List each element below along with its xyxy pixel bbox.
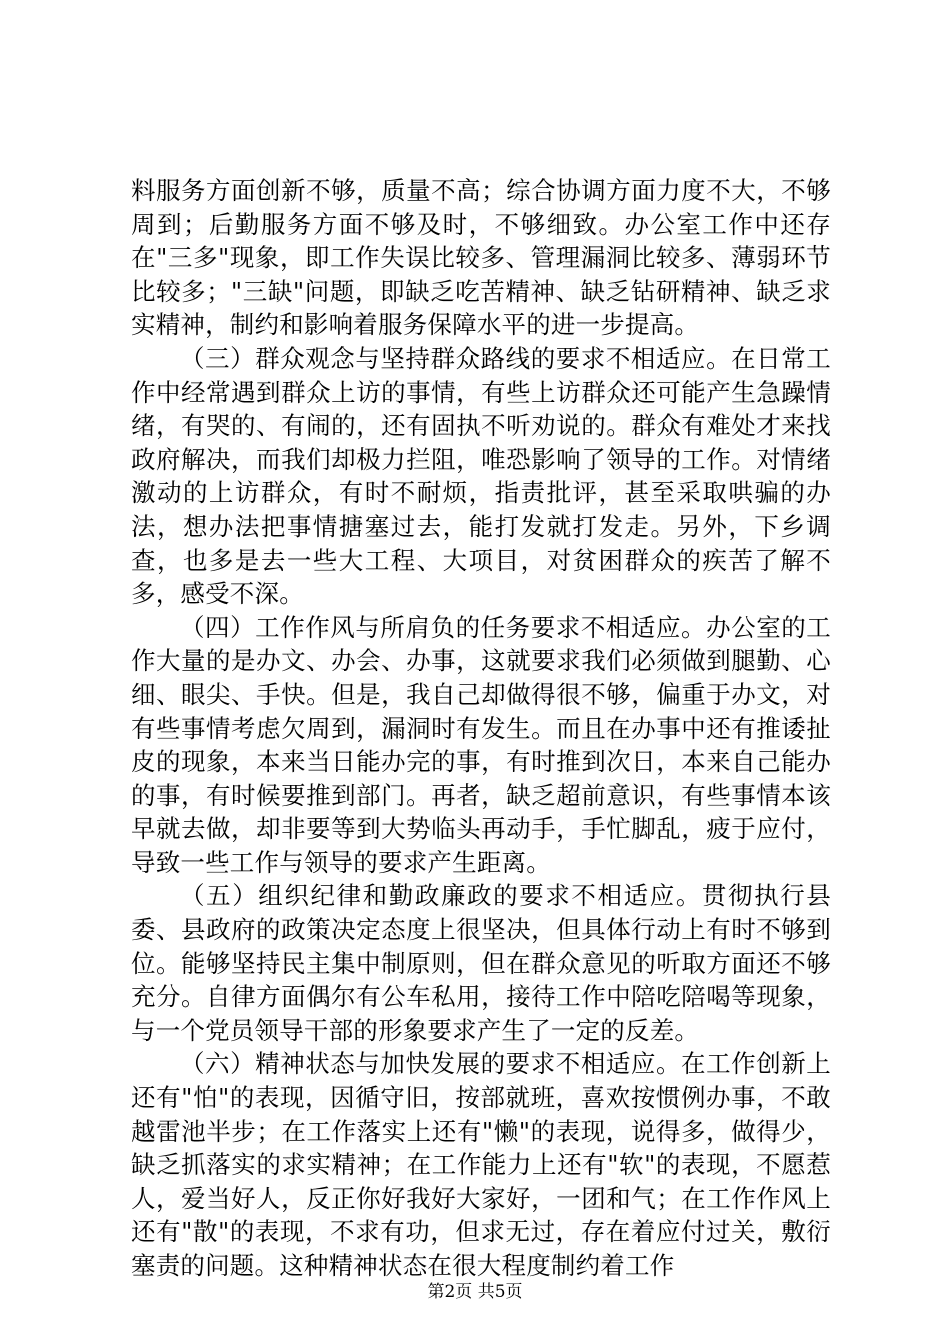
paragraph-section-4: （四）工作作风与所肩负的任务要求不相适应。办公室的工作大量的是办文、办会、办事，这就要求我们必须做到腿勤、心细、眼尖、手快。但是，我自己却做得很不够，偏重于办文，对有些事情考虑欠周到，漏洞时有发生。而且在办事中还有推诿扯皮的现象，本来当日能办完的事，有时推到次日，本来自己能办的事，有时候要推到部门。再者，缺乏超前意识，有些事情本该早就去做，却非要等到大势临头再动手，手忙脚乱，疲于应付，导致一些工作与领导的要求产生距离。 bbox=[131, 612, 831, 877]
paragraph-section-3: （三）群众观念与坚持群众路线的要求不相适应。在日常工作中经常遇到群众上访的事情，有些上访群众还可能产生急躁情绪，有哭的、有闹的，还有固执不听劝说的。群众有难处才来找政府解决，而我们却极力拦阻，唯恐影响了领导的工作。对情绪激动的上访群众，有时不耐烦，指责批评，甚至采取哄骗的办法，想办法把事情搪塞过去，能打发就打发走。另外，下乡调查，也多是去一些大工程、大项目，对贫困群众的疾苦了解不多，感受不深。 bbox=[131, 343, 831, 609]
page-number-footer: 第2页 共5页 bbox=[427, 1282, 523, 1302]
paragraph-section-6: （六）精神状态与加快发展的要求不相适应。在工作创新上还有"怕"的表现，因循守旧，按部就班，喜欢按惯例办事，不敢越雷池半步；在工作落实上还有"懒"的表现，说得多，做得少，缺乏抓落实的求实精神；在工作能力上还有"软"的表现，不愿惹人，爱当好人，反正你好我好大家好，一团和气；在工作作风上还有"散"的表现，不求有功，但求无过，存在着应付过关，敷衍塞责的问题。这种精神状态在很大程度制约着工作 bbox=[131, 1049, 831, 1280]
document-body bbox=[131, 174, 831, 1283]
paragraph-continuation: 料服务方面创新不够，质量不高；综合协调方面力度不大，不够周到；后勤服务方面不够及时，不够细致。办公室工作中还存在"三多"现象，即工作失误比较多、管理漏洞比较多、薄弱环节比较多；"三缺"问题，即缺乏吃苦精神、缺乏钻研精神、缺乏求实精神，制约和影响着服务保障水平的进一步提高。 bbox=[131, 176, 831, 340]
paragraph-section-5: （五）组织纪律和勤政廉政的要求不相适应。贯彻执行县委、县政府的政策决定态度上很坚决，但具体行动上有时不够到位。能够坚持民主集中制原则，但在群众意见的听取方面还不够充分。自律方面偶尔有公车私用，接待工作中陪吃陪喝等现象，与一个党员领导干部的形象要求产生了一定的反差。 bbox=[131, 881, 831, 1045]
